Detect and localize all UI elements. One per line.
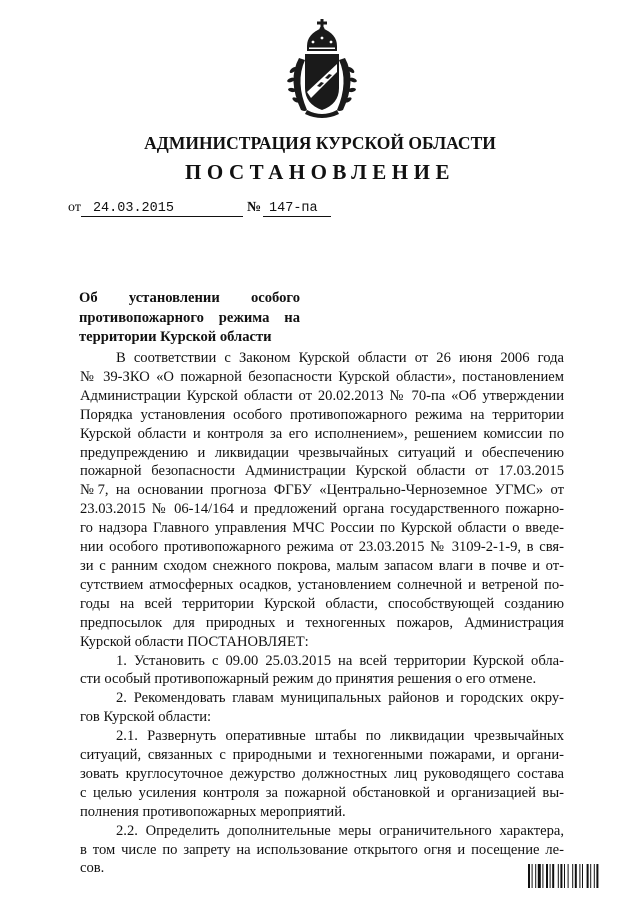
number-sign: № — [246, 200, 262, 215]
body-line: В соответствии с Законом Курской области от 26 июня 2006 года — [116, 350, 564, 366]
date-prefix: от — [68, 200, 81, 215]
body-line: нии особого противопожарного режима от 23.03.2015 № 3109-2-1-9, в свя- — [80, 539, 564, 556]
body-line: в том числе по запрету на использование открытого огня и посещение ле- — [80, 841, 564, 858]
body-line: 1. Установить с 09.00 25.03.2015 на всей территории Курской обла- — [116, 652, 564, 669]
body-line: пожарной безопасности Администрации Курской области от 17.03.2015 — [80, 463, 564, 480]
body-line: Порядка установления особого противопожарного режима на территории — [80, 406, 564, 423]
body-line: 2.2. Определить дополнительные меры ограничительного характера, — [116, 822, 564, 839]
document-subject — [79, 289, 300, 348]
document-meta — [68, 200, 331, 217]
body-line: сов. — [80, 860, 105, 877]
body-line: полнения противопожарных мероприятий. — [80, 803, 346, 820]
body-line: №7, на основании прогноза ФГБУ «Центрально-Черноземное УГМС» от — [80, 482, 564, 499]
body-line: предпосылок для природных и техногенных пожаров, Администрация — [80, 614, 564, 631]
organization-title: АДМИНИСТРАЦИЯ КУРСКОЙ ОБЛАСТИ — [144, 133, 496, 153]
document-body — [80, 349, 564, 878]
subject-line: территории Курской области — [79, 329, 272, 345]
body-line: гов Курской области: — [80, 709, 212, 726]
body-line: Курской области и контроля за его исполнением», решением комиссии по — [80, 425, 564, 442]
body-line: сутствием атмосферных осадков, установлением солнечной и ветреной по- — [80, 576, 564, 593]
body-line: № 39-ЗКО «О пожарной безопасности Курской области», постановлением — [80, 368, 564, 385]
body-line: зи с ранним сходом снежного покрова, малым запасом влаги в почве и от- — [80, 557, 564, 574]
body-line: ситуаций, связанных с природными и техногенными пожарами, и органи- — [80, 747, 564, 764]
body-line: Курской области ПОСТАНОВЛЯЕТ: — [80, 633, 309, 650]
body-line: го надзора Главного управления МЧС России по Курской области о введе- — [80, 520, 564, 537]
body-line: 2.1. Развернуть оперативные штабы по ликвидации чрезвычайных — [116, 728, 564, 745]
body-line: Администрации Курской области от 20.02.2013 № 70-па «Об утверждении — [80, 387, 564, 404]
body-line: зовать круглосуточное дежурство должностных лиц руководящего состава — [80, 765, 564, 782]
body-line: предупреждению и ликвидации чрезвычайных ситуаций и обеспечению — [80, 444, 564, 461]
coat-of-arms-icon — [283, 18, 361, 120]
document-type-title: ПОСТАНОВЛЕНИЕ — [185, 160, 455, 184]
body-line: сти особый противопожарный режим до принятия решения о его отмене. — [80, 671, 537, 688]
barcode-icon — [528, 864, 616, 888]
document-date: 24.03.2015 — [81, 201, 243, 217]
body-line: годы на всей территории Курской области, способствующей созданию — [80, 595, 564, 612]
document-number: 147-па — [263, 201, 331, 217]
body-line: с целью усиления контроля за пожарной обстановкой и организацией вы- — [80, 784, 564, 801]
subject-line: Об установлении особого — [79, 290, 300, 306]
body-line: 2. Рекомендовать главам муниципальных районов и городских окру- — [116, 690, 564, 707]
subject-line: противопожарного режима на — [79, 309, 300, 326]
body-line: 23.03.2015 № 06-14/164 и предложений органа государственного пожарно- — [80, 501, 564, 518]
